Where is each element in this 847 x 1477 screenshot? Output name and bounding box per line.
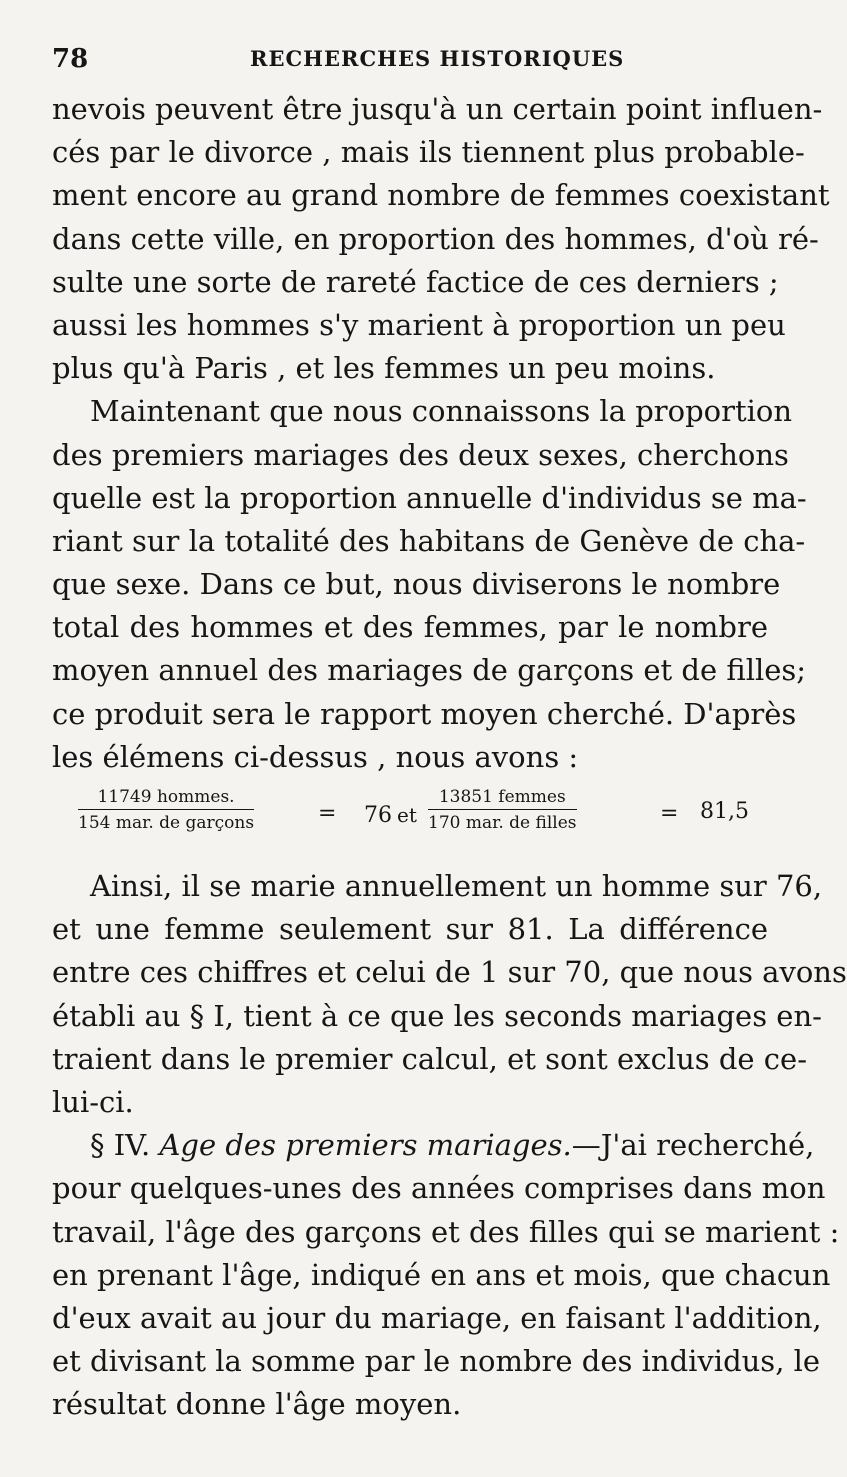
page-number: 78	[52, 44, 89, 74]
text-line: que sexe. Dans ce but, nous diviserons le nombre	[52, 567, 781, 602]
fraction-denominator: 170 mar. de filles	[428, 813, 577, 833]
text-line: Ainsi, il se marie annuellement un homme sur 76,	[90, 869, 823, 903]
paragraph-2	[52, 390, 807, 779]
text-line: les élémens ci-dessus , nous avons :	[52, 739, 579, 774]
text-line: aussi les hommes s'y marient à proportion un peu	[52, 307, 786, 342]
result-women: 81,5	[700, 799, 749, 824]
running-head: RECHERCHES HISTORIQUES	[250, 46, 625, 71]
fraction-men	[78, 787, 254, 833]
section-lead: —J'ai recherché,	[571, 1128, 815, 1163]
section-heading-line	[52, 1124, 815, 1167]
text-line: lui-ci.	[52, 1084, 134, 1119]
text-line: traient dans le premier calcul, et sont exclus de ce-	[52, 1041, 808, 1076]
text-line: Maintenant que nous connaissons la proportion	[90, 394, 793, 429]
text-line: ment encore au grand nombre de femmes coexistant	[52, 178, 830, 213]
text-line: quelle est la proportion annuelle d'individus se ma-	[52, 480, 807, 515]
text-line: cés par le divorce , mais ils tiennent plus probable-	[52, 135, 805, 170]
fraction-women	[428, 787, 577, 833]
text-line: et divisant la somme par le nombre des individus, le	[52, 1344, 821, 1379]
text-line: des premiers mariages des deux sexes, cherchons	[52, 437, 789, 472]
text-line: riant sur la totalité des habitans de Genève de cha-	[52, 523, 806, 558]
ratio-formula	[52, 779, 768, 865]
fraction-numerator: 13851 femmes	[428, 787, 577, 810]
text-line: en prenant l'âge, indiqué en ans et mois, que chacun	[52, 1257, 831, 1292]
body-text	[52, 88, 847, 1426]
text-line: sulte une sorte de rareté factice de ces derniers ;	[52, 264, 779, 299]
equals-sign: =	[660, 801, 679, 826]
page-header	[52, 44, 772, 80]
text-line: nevois peuvent être jusqu'à un certain point influen-	[52, 92, 823, 126]
paragraph-1	[52, 88, 830, 390]
text-line: et une femme seulement sur 81. La différence	[52, 912, 768, 947]
text-line: résultat donne l'âge moyen.	[52, 1387, 462, 1422]
equals-sign: =	[318, 801, 337, 826]
text-line: établi au § I, tient à ce que les seconds mariages en-	[52, 998, 822, 1033]
text-line: pour quelques-unes des années comprises dans mon	[52, 1171, 826, 1206]
text-line: total des hommes et des femmes, par le nombre	[52, 610, 768, 645]
fraction-denominator: 154 mar. de garçons	[78, 813, 255, 833]
paragraph-3	[52, 865, 847, 1124]
text-line: moyen annuel des mariages de garçons et de filles;	[52, 653, 807, 688]
text-line: entre ces chiffres et celui de 1 sur 70, que nous avons	[52, 955, 847, 990]
text-line: plus qu'à Paris , et les femmes un peu moins.	[52, 351, 716, 386]
text-line: travail, l'âge des garçons et des filles qui se marient :	[52, 1214, 840, 1249]
text-line: d'eux avait au jour du mariage, en faisant l'addition,	[52, 1300, 822, 1335]
paragraph-4	[52, 1124, 840, 1426]
section-title: Age des premiers mariages.	[159, 1128, 572, 1163]
text-line: ce produit sera le rapport moyen cherché. D'après	[52, 696, 797, 731]
section-marker: § IV.	[90, 1128, 151, 1163]
fraction-numerator: 11749 hommes.	[78, 787, 254, 810]
conjunction-et: et	[397, 803, 417, 827]
result-men: 76	[364, 803, 392, 828]
text-line: dans cette ville, en proportion des hommes, d'où ré-	[52, 221, 819, 256]
